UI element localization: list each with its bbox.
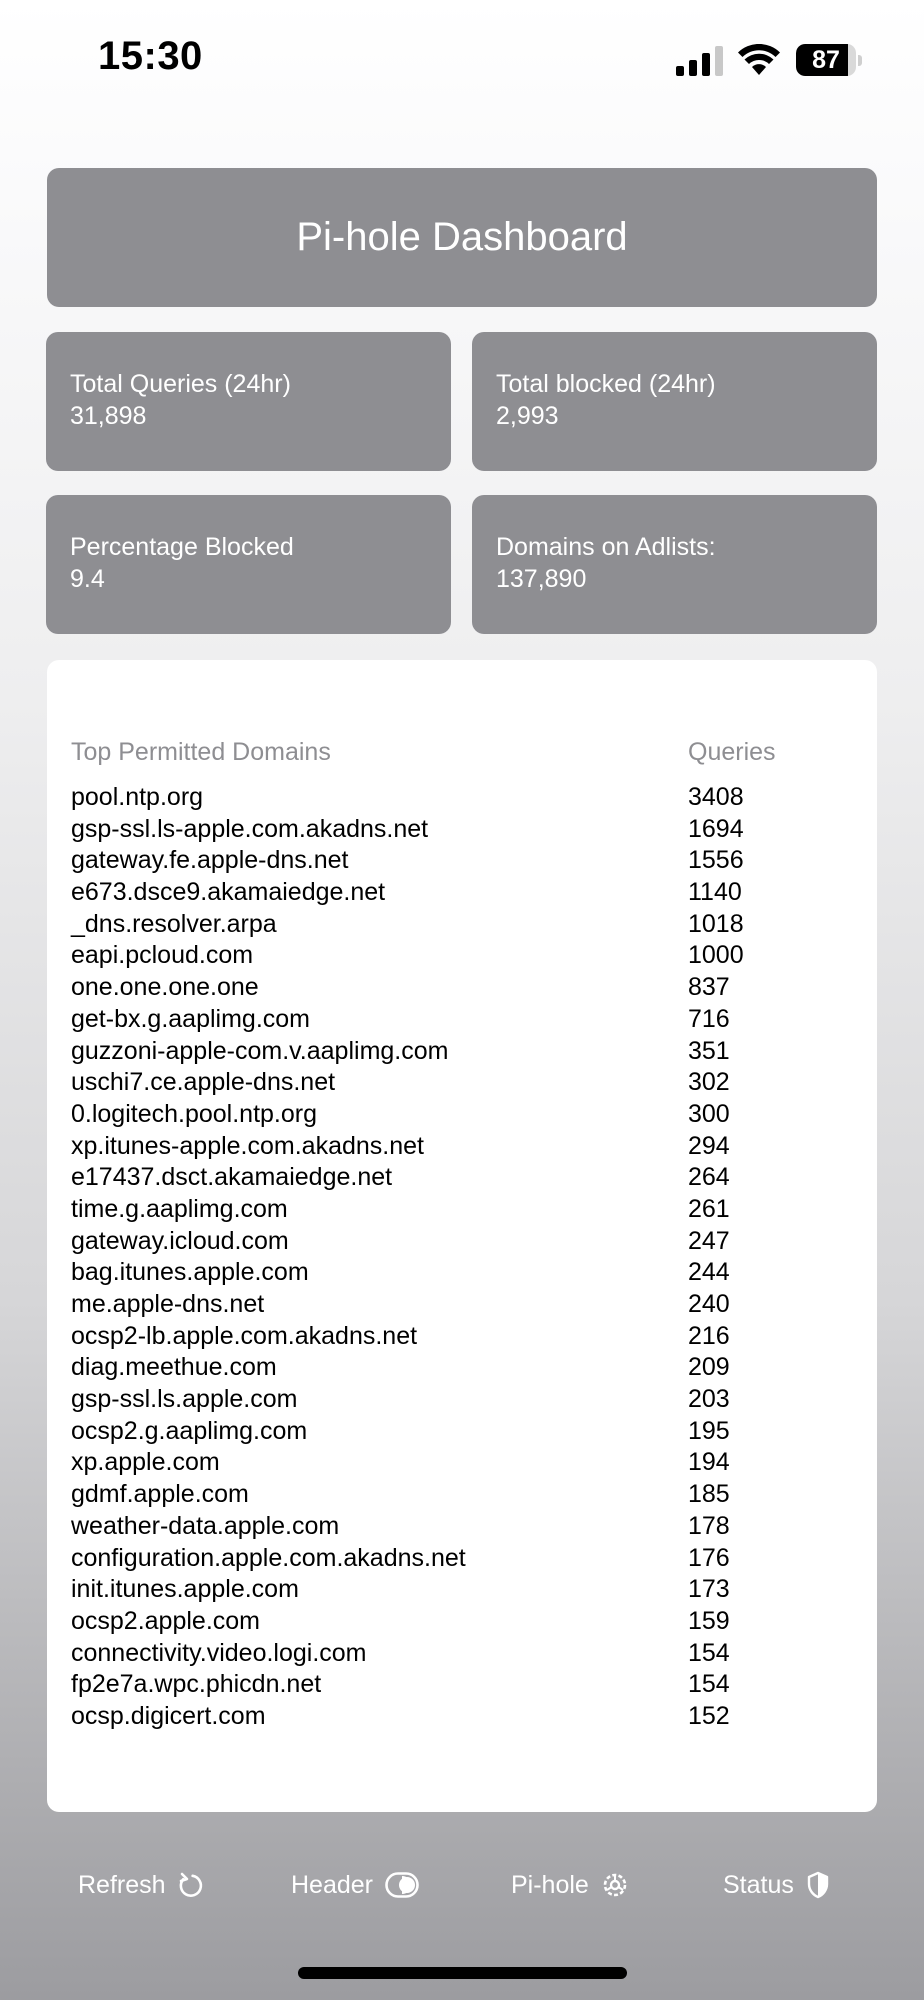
table-row	[47, 1574, 877, 1606]
shield-icon	[806, 1871, 830, 1899]
table-row	[47, 1226, 877, 1258]
domain-cell: bag.itunes.apple.com	[71, 1258, 309, 1287]
table-row	[47, 972, 877, 1004]
stat-value: 9.4	[70, 565, 105, 593]
table-row	[47, 1257, 877, 1289]
queries-cell: 154	[688, 1670, 730, 1699]
table-row	[47, 1543, 877, 1575]
table-row	[47, 1194, 877, 1226]
table-row	[47, 1004, 877, 1036]
cellular-signal-icon	[676, 46, 724, 76]
queries-cell: 159	[688, 1606, 730, 1635]
table-row	[47, 1352, 877, 1384]
queries-cell: 302	[688, 1068, 730, 1097]
queries-cell: 1556	[688, 846, 744, 875]
stat-card-total-blocked	[472, 332, 877, 471]
domain-cell: gsp-ssl.ls.apple.com	[71, 1385, 298, 1414]
queries-cell: 247	[688, 1226, 730, 1255]
domain-cell: ocsp2-lb.apple.com.akadns.net	[71, 1321, 418, 1350]
battery-icon	[796, 44, 862, 76]
domain-cell: fp2e7a.wpc.phicdn.net	[71, 1670, 322, 1699]
table-row	[47, 1321, 877, 1353]
queries-cell: 1140	[688, 878, 742, 907]
domain-cell: ocsp2.apple.com	[71, 1606, 261, 1635]
stat-value: 2,993	[496, 402, 559, 430]
domain-cell: init.itunes.apple.com	[71, 1575, 299, 1604]
table-row	[47, 814, 877, 846]
stat-label: Total Queries (24hr)	[70, 370, 291, 398]
table-row	[47, 1131, 877, 1163]
domain-cell: pool.ntp.org	[71, 783, 204, 811]
domain-cell: gsp-ssl.ls-apple.com.akadns.net	[71, 814, 429, 843]
stat-label: Domains on Adlists:	[496, 533, 716, 561]
queries-cell: 195	[688, 1416, 730, 1445]
table-row	[47, 1036, 877, 1068]
domain-cell: ocsp2.g.aaplimg.com	[71, 1416, 308, 1445]
domain-cell: me.apple-dns.net	[71, 1290, 265, 1318]
domain-cell: 0.logitech.pool.ntp.org	[71, 1099, 318, 1128]
table-body	[47, 782, 877, 1733]
bottom-toolbar	[0, 1860, 924, 1910]
table-row	[47, 1606, 877, 1638]
domain-cell: get-bx.g.aaplimg.com	[71, 1004, 311, 1033]
domain-cell: _dns.resolver.arpa	[71, 909, 277, 938]
top-permitted-domains-table[interactable]	[47, 660, 877, 1812]
domain-cell: weather-data.apple.com	[71, 1511, 340, 1540]
header-label: Header	[291, 1870, 373, 1899]
domain-cell: configuration.apple.com.akadns.net	[71, 1543, 466, 1572]
table-row	[47, 1384, 877, 1416]
queries-cell: 176	[688, 1543, 730, 1572]
queries-cell: 837	[688, 973, 730, 1002]
domain-cell: eapi.pcloud.com	[71, 941, 254, 970]
stat-value: 31,898	[70, 402, 147, 430]
domain-cell: e673.dsce9.akamaiedge.net	[71, 878, 386, 907]
pihole-settings-button[interactable]	[511, 1860, 629, 1910]
table-row	[47, 1638, 877, 1670]
queries-cell: 294	[688, 1131, 730, 1160]
domain-cell: gateway.icloud.com	[71, 1226, 289, 1255]
queries-cell: 173	[688, 1575, 730, 1604]
table-row	[47, 1511, 877, 1543]
home-indicator	[298, 1967, 627, 1979]
domain-cell: guzzoni-apple-com.v.aaplimg.com	[71, 1036, 449, 1065]
queries-cell: 351	[688, 1036, 730, 1065]
pihole-label: Pi-hole	[511, 1870, 589, 1899]
queries-cell: 264	[688, 1163, 730, 1192]
table-row	[47, 845, 877, 877]
queries-cell: 178	[688, 1511, 730, 1540]
queries-cell: 244	[688, 1258, 730, 1287]
queries-cell: 1694	[688, 814, 744, 843]
queries-cell: 300	[688, 1099, 730, 1128]
table-row	[47, 1067, 877, 1099]
table-row	[47, 1289, 877, 1321]
header-toggle-button[interactable]	[291, 1860, 419, 1910]
table-row	[47, 1479, 877, 1511]
stat-label: Percentage Blocked	[70, 533, 294, 561]
queries-cell: 209	[688, 1353, 730, 1382]
status-label: Status	[723, 1870, 794, 1899]
queries-cell: 185	[688, 1480, 730, 1509]
refresh-icon	[178, 1871, 204, 1899]
domain-cell: diag.meethue.com	[71, 1353, 277, 1382]
queries-cell: 261	[688, 1194, 730, 1223]
contrast-toggle-icon	[385, 1872, 419, 1898]
queries-cell: 203	[688, 1385, 730, 1414]
dashboard-header	[47, 168, 877, 307]
queries-cell: 154	[688, 1638, 730, 1667]
stat-value: 137,890	[496, 565, 587, 593]
domain-cell: e17437.dsct.akamaiedge.net	[71, 1163, 393, 1192]
queries-cell: 716	[688, 1004, 730, 1033]
queries-cell: 3408	[688, 783, 744, 811]
domain-cell: one.one.one.one	[71, 973, 259, 1002]
table-row	[47, 1447, 877, 1479]
status-button[interactable]	[723, 1860, 830, 1910]
queries-cell: 216	[688, 1321, 730, 1350]
table-row	[47, 782, 877, 814]
domain-cell: gdmf.apple.com	[71, 1480, 249, 1509]
domain-cell: xp.apple.com	[71, 1448, 220, 1477]
gear-icon	[601, 1871, 629, 1899]
domain-cell: gateway.fe.apple-dns.net	[71, 846, 349, 875]
page-title: Pi-hole Dashboard	[296, 215, 628, 259]
refresh-button[interactable]	[78, 1860, 204, 1910]
queries-cell: 1018	[688, 909, 744, 938]
column-header-queries: Queries	[688, 738, 776, 766]
table-row	[47, 1669, 877, 1701]
domain-cell: uschi7.ce.apple-dns.net	[71, 1068, 336, 1097]
column-header-domain: Top Permitted Domains	[71, 738, 331, 766]
stat-card-total-queries	[46, 332, 451, 471]
queries-cell: 240	[688, 1290, 730, 1318]
domain-cell: ocsp.digicert.com	[71, 1701, 266, 1730]
battery-level: 87	[812, 46, 840, 74]
table-row	[47, 1162, 877, 1194]
wifi-icon	[738, 44, 780, 76]
status-time: 15:30	[98, 34, 203, 78]
domain-cell: xp.itunes-apple.com.akadns.net	[71, 1131, 424, 1160]
queries-cell: 152	[688, 1701, 730, 1730]
stat-card-percentage-blocked	[46, 495, 451, 634]
stat-label: Total blocked (24hr)	[496, 370, 716, 398]
table-row	[47, 1416, 877, 1448]
table-row	[47, 1099, 877, 1131]
table-row	[47, 1701, 877, 1733]
table-row	[47, 877, 877, 909]
domain-cell: time.g.aaplimg.com	[71, 1194, 288, 1223]
domain-cell: connectivity.video.logi.com	[71, 1638, 367, 1667]
status-bar	[0, 0, 924, 120]
table-row	[47, 940, 877, 972]
refresh-label: Refresh	[78, 1870, 166, 1899]
stat-card-domains-on-adlists	[472, 495, 877, 634]
queries-cell: 194	[688, 1448, 730, 1477]
queries-cell: 1000	[688, 941, 744, 970]
table-row	[47, 909, 877, 941]
